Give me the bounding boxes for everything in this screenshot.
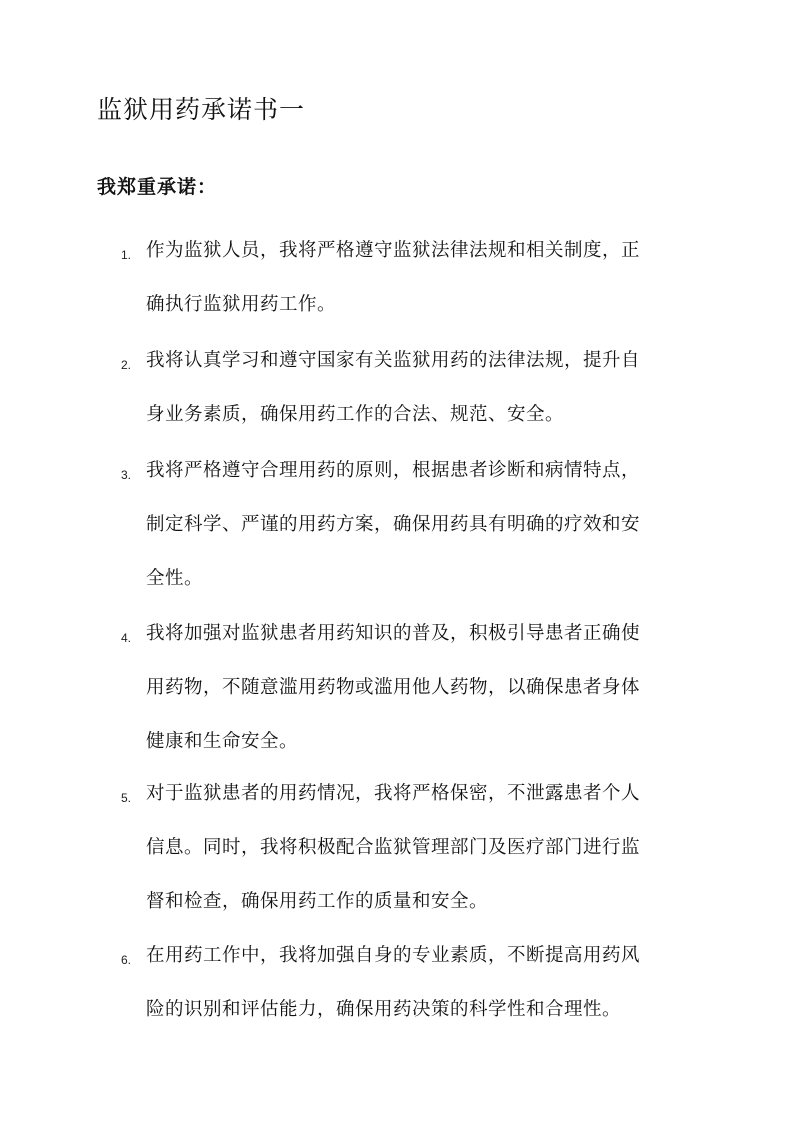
item-text-line: 制定科学、严谨的用药方案，确保用药具有明确的疗效和安 xyxy=(146,514,641,535)
item-text-line: 对于监狱患者的用药情况，我将严格保密，不泄露患者个人 xyxy=(146,783,641,804)
item-text-line: 我将严格遵守合理用药的原则，根据患者诊断和病情特点， xyxy=(146,460,641,481)
item-text-line: 确执行监狱用药工作。 xyxy=(146,294,337,315)
item-text-line: 我将加强对监狱患者用药知识的普及，积极引导患者正确使 xyxy=(146,623,641,644)
item-text-line: 在用药工作中，我将加强自身的专业素质，不断提高用药风 xyxy=(146,945,641,966)
item-number: 6. xyxy=(121,953,132,967)
item-text-line: 督和检查，确保用药工作的质量和安全。 xyxy=(146,891,489,912)
item-text-line: 全性。 xyxy=(146,568,204,589)
item-number: 4. xyxy=(121,631,132,645)
commitment-intro: 我郑重承诺： xyxy=(97,176,218,198)
item-number: 5. xyxy=(121,791,132,805)
item-text-line: 身业务素质，确保用药工作的合法、规范、安全。 xyxy=(146,404,565,425)
item-number: 2. xyxy=(121,358,132,372)
item-number: 1. xyxy=(121,248,132,262)
item-text-line: 健康和生命安全。 xyxy=(146,731,299,752)
item-text-line: 险的识别和评估能力，确保用药决策的科学性和合理性。 xyxy=(146,999,622,1020)
item-text-line: 用药物，不随意滥用药物或滥用他人药物，以确保患者身体 xyxy=(146,677,641,698)
item-text-line: 信息。同时，我将积极配合监狱管理部门及医疗部门进行监 xyxy=(146,837,641,858)
document-title: 监狱用药承诺书一 xyxy=(97,95,306,124)
item-text-line: 作为监狱人员，我将严格遵守监狱法律法规和相关制度，正 xyxy=(146,240,641,261)
item-number: 3. xyxy=(121,468,132,482)
item-text-line: 我将认真学习和遵守国家有关监狱用药的法律法规，提升自 xyxy=(146,350,641,371)
